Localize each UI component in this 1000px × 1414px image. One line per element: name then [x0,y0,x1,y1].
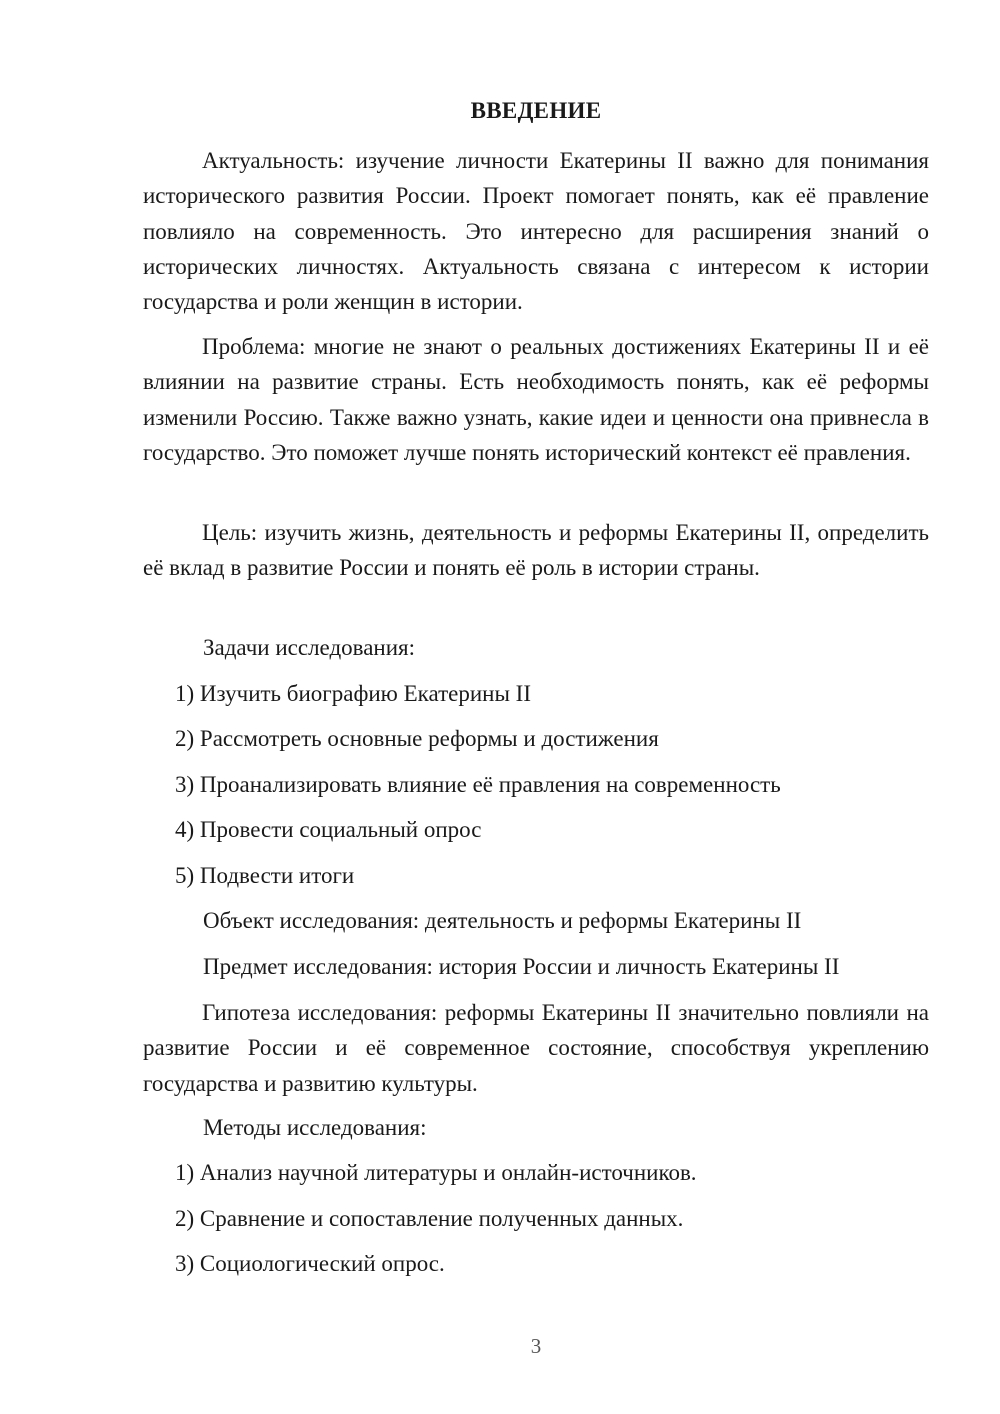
task-item: 4) Провести социальный опрос [175,817,482,842]
task-item: 2) Рассмотреть основные реформы и достижения [175,726,659,751]
hypothesis-paragraph: Гипотеза исследования: реформы Екатерины II значительно повлияли на развитие России и её современное состояние, способствуя укреплению государства и развитию культуры. [143,1000,929,1096]
goal-paragraph: Цель: изучить жизнь, деятельность и реформы Екатерины II, определить её вклад в развитие России и понять её роль в истории страны. [143,520,929,581]
relevance-paragraph: Актуальность: изучение личности Екатерины II важно для понимания исторического развития России. Проект помогает понять, как её правление повлияло на современность. Это интересно для расширения знаний о исторических личностях. Актуальность связана с интересом к истории государства и роли женщин в истории. [143,148,929,315]
task-item: 1) Изучить биографию Екатерины II [175,681,531,706]
method-item: 3) Социологический опрос. [175,1251,445,1276]
research-subject: Предмет исследования: история России и личность Екатерины II [203,954,840,979]
methods-heading: Методы исследования: [203,1115,427,1140]
method-item: 2) Сравнение и сопоставление полученных данных. [175,1206,684,1231]
task-item: 3) Проанализировать влияние её правления на современность [175,772,781,797]
section-title: ВВЕДЕНИЕ [470,98,602,123]
tasks-heading: Задачи исследования: [203,635,416,660]
task-item: 5) Подвести итоги [175,863,355,888]
problem-paragraph: Проблема: многие не знают о реальных достижениях Екатерины II и её влиянии на развитие страны. Есть необходимость понять, как её реформы изменили Россию. Также важно узнать, какие идеи и ценности она привнесла в государство. Это поможет лучше понять исторический контекст её правления. [143,334,929,465]
page-number: 3 [530,1334,542,1358]
method-item: 1) Анализ научной литературы и онлайн-источников. [175,1160,697,1185]
research-object: Объект исследования: деятельность и реформы Екатерины II [203,908,802,933]
